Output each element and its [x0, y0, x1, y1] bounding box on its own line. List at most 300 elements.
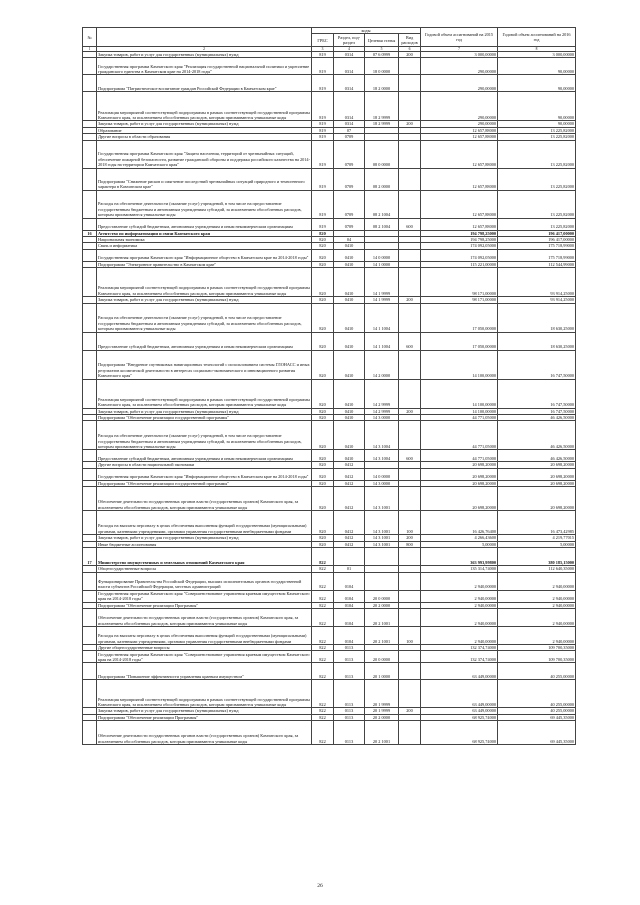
- table-row: [83, 58, 576, 75]
- row-amount-2015: 363 993,99800: [421, 548, 498, 566]
- row-name: Подпрограмма "Внедрение спутниковых навигационных технологий с использованием системы ГЛОНАСС и иных результатов космической деятельности в интересах социально-экономического и инновационного развития Камчатского края": [97, 350, 312, 379]
- row-amount-2015: 4 266,43600: [421, 535, 498, 541]
- row-name: Подпрограмма "Снижение рисков и смягчение последствий чрезвычайных ситуаций природного и техногенного характера в Камчатском крае": [97, 168, 312, 190]
- row-name: Закупка товаров, работ и услуг для государственных (муниципальных) нужд: [97, 535, 312, 541]
- table-row: [83, 140, 576, 168]
- row-amount-2015: 5,00000: [421, 541, 498, 547]
- row-amount-2016: 20 698,20000: [498, 480, 576, 486]
- row-amount-2015: 68 925,74000: [421, 714, 498, 720]
- row-target-article: 14 3 1004: [365, 421, 399, 450]
- row-expense-type: 200: [399, 535, 421, 541]
- row-number: [83, 140, 97, 168]
- row-grbs: 820: [312, 408, 334, 414]
- row-razdel: 0104: [334, 590, 365, 602]
- row-amount-2016: 13 225,82000: [498, 134, 576, 140]
- table-row: [83, 548, 576, 566]
- row-razdel: 0412: [334, 541, 365, 547]
- row-razdel: 01: [334, 566, 365, 572]
- row-grbs: 820: [312, 332, 334, 350]
- row-expense-type: 200: [399, 121, 421, 127]
- row-target-article: 20 2 0000: [365, 714, 399, 720]
- row-amount-2015: 290,00000: [421, 92, 498, 121]
- row-amount-2016: 20 698,20000: [498, 462, 576, 468]
- row-expense-type: [399, 379, 421, 408]
- row-amount-2015: 20 698,20000: [421, 480, 498, 486]
- row-grbs: 819: [312, 52, 334, 58]
- row-expense-type: [399, 468, 421, 480]
- row-name: Иные бюджетные ассигнования: [97, 541, 312, 547]
- row-name: Агентство по информатизации и связи Камчатского края: [97, 230, 312, 236]
- row-grbs: 822: [312, 626, 334, 644]
- row-expense-type: [399, 572, 421, 590]
- row-number: [83, 58, 97, 75]
- row-target-article: 18 2 9999: [365, 92, 399, 121]
- row-amount-2016: 112 544,99000: [498, 261, 576, 267]
- row-razdel: 0410: [334, 421, 365, 450]
- row-amount-2015: 12 657,88000: [421, 134, 498, 140]
- row-target-article: 08 2 1004: [365, 190, 399, 218]
- row-amount-2015: 290,00000: [421, 75, 498, 92]
- row-number: [83, 190, 97, 218]
- row-grbs: 822: [312, 721, 334, 745]
- row-razdel: 0410: [334, 249, 365, 261]
- row-target-article: 20 1 9999: [365, 708, 399, 714]
- row-number: [83, 721, 97, 745]
- row-amount-2016: 112 640,35000: [498, 566, 576, 572]
- row-expense-type: 200: [399, 297, 421, 303]
- row-grbs: 819: [312, 92, 334, 121]
- row-razdel: 0410: [334, 450, 365, 462]
- row-razdel: 0113: [334, 721, 365, 745]
- header-year-2016: Годовой объем ассигнований на 2016 год: [498, 28, 576, 47]
- row-amount-2015: 16 426,76400: [421, 511, 498, 535]
- row-grbs: 822: [312, 590, 334, 602]
- row-razdel: 0314: [334, 52, 365, 58]
- row-name: Подпрограмма "Патриотическое воспитание граждан Российской Федерации в Камчатском крае": [97, 75, 312, 92]
- row-target-article: 18 2 9999: [365, 121, 399, 127]
- row-razdel: 0113: [334, 714, 365, 720]
- table-row: [83, 721, 576, 745]
- row-target-article: 20 1 9999: [365, 680, 399, 708]
- header-grbs: ГРБС: [312, 34, 334, 47]
- row-amount-2015: 63 449,00000: [421, 663, 498, 680]
- row-grbs: 820: [312, 243, 334, 249]
- row-razdel: [334, 548, 365, 566]
- row-grbs: 820: [312, 297, 334, 303]
- index-cell: 7: [421, 47, 498, 52]
- row-amount-2016: 4 219,77015: [498, 535, 576, 541]
- row-razdel: 0104: [334, 602, 365, 608]
- row-name: Расходы на выплаты персоналу в целях обеспечения выполнения функций государственными (муниципальными) органами, казенными учреждениями, органами управления государственными внебюджетными фондами: [97, 626, 312, 644]
- row-amount-2015: 12 657,88000: [421, 190, 498, 218]
- row-amount-2016: 380 185,15000: [498, 548, 576, 566]
- table-row: [83, 268, 576, 297]
- row-razdel: 0410: [334, 243, 365, 249]
- table-row: [83, 626, 576, 644]
- row-amount-2015: 194 798,25000: [421, 230, 498, 236]
- table-row: [83, 168, 576, 190]
- row-grbs: 819: [312, 58, 334, 75]
- row-razdel: 0410: [334, 408, 365, 414]
- row-amount-2016: 40 255,00000: [498, 680, 576, 708]
- budget-table-sheet: [82, 27, 575, 745]
- row-target-article: 08 2 0000: [365, 168, 399, 190]
- row-amount-2015: 174 092,05000: [421, 249, 498, 261]
- row-amount-2015: 14 100,00000: [421, 350, 498, 379]
- row-grbs: 819: [312, 75, 334, 92]
- row-amount-2015: 20 698,20000: [421, 468, 498, 480]
- row-grbs: 820: [312, 487, 334, 511]
- row-name: Реализация мероприятий соответствующей подпрограммы в рамках соответствующей государственной программы Камчатского края, за исключением обособленных расходов, которым присваиваются уникальные коды: [97, 92, 312, 121]
- row-name: Предоставление субсидий бюджетным, автономным учреждениям и иным некоммерческим организациям: [97, 332, 312, 350]
- row-razdel: 0113: [334, 644, 365, 650]
- row-razdel: 0314: [334, 58, 365, 75]
- row-target-article: 14 1 9999: [365, 268, 399, 297]
- row-expense-type: [399, 548, 421, 566]
- row-grbs: 820: [312, 535, 334, 541]
- row-name: Расходы на выплаты персоналу в целях обеспечения выполнения функций государственными (муниципальными) органами, казенными учреждениями, органами управления государственными внебюджетными фондами: [97, 511, 312, 535]
- row-target-article: 14 0 0000: [365, 249, 399, 261]
- row-expense-type: 600: [399, 332, 421, 350]
- row-amount-2015: 115 221,00000: [421, 261, 498, 267]
- row-name: Государственная программа Камчатского края "Защита населения, территорий от чрезвычайных ситуаций, обеспечение пожарной безопасности, развитие гражданской обороны и поддержка российского казачества на 2014-2018 годы на территории Камчатского края": [97, 140, 312, 168]
- table-row: [83, 511, 576, 535]
- row-number: [83, 168, 97, 190]
- row-amount-2015: 290,00000: [421, 58, 498, 75]
- table-row: [83, 468, 576, 480]
- row-amount-2016: 69 445,35000: [498, 721, 576, 745]
- row-number: [83, 379, 97, 408]
- row-grbs: 819: [312, 218, 334, 230]
- row-razdel: 0113: [334, 663, 365, 680]
- row-amount-2016: 13 225,82000: [498, 218, 576, 230]
- row-grbs: 819: [312, 168, 334, 190]
- header-year-2015: Годовой объем ассигнований на 2015 год: [421, 28, 498, 47]
- row-name: Закупка товаров, работ и услуг для государственных (муниципальных) нужд: [97, 121, 312, 127]
- row-target-article: 14 1 1004: [365, 303, 399, 332]
- row-amount-2015: 3 000,00000: [421, 52, 498, 58]
- row-name: Государственная программа Камчатского края "Совершенствование управления краевым имуществом Камчатского края на 2014-2018 годы": [98, 590, 310, 602]
- row-target-article: 14 3 1004: [365, 450, 399, 462]
- index-cell: 3: [312, 47, 334, 52]
- index-cell: 2: [97, 47, 312, 52]
- row-razdel: 0410: [334, 268, 365, 297]
- row-number: [83, 421, 97, 450]
- row-number: [83, 350, 97, 379]
- row-amount-2016: 2 940,00000: [498, 572, 576, 590]
- row-target-article: 08 0 0000: [365, 140, 399, 168]
- row-amount-2015: 17 050,00000: [421, 303, 498, 332]
- row-grbs: 820: [312, 303, 334, 332]
- row-grbs: 820: [312, 421, 334, 450]
- row-expense-type: [399, 421, 421, 450]
- row-amount-2016: 3 000,00000: [498, 52, 576, 58]
- row-number: 17: [83, 548, 97, 566]
- row-name: Общегосударственные вопросы: [97, 566, 312, 572]
- row-amount-2015: 63 449,00000: [421, 708, 498, 714]
- row-target-article: [365, 548, 399, 566]
- row-amount-2015: 20 698,20000: [421, 462, 498, 468]
- row-expense-type: 200: [399, 408, 421, 414]
- row-expense-type: [399, 303, 421, 332]
- row-amount-2016: 46 426,50000: [498, 415, 576, 421]
- row-number: [83, 651, 97, 663]
- row-amount-2016: 90,00000: [498, 92, 576, 121]
- row-expense-type: 600: [399, 218, 421, 230]
- row-name: Закупка товаров, работ и услуг для государственных (муниципальных) нужд: [97, 708, 312, 714]
- row-amount-2015: 12 657,88000: [421, 168, 498, 190]
- table-row: [83, 663, 576, 680]
- row-amount-2016: 109 700,35000: [498, 651, 576, 663]
- row-amount-2016: 46 426,50000: [498, 421, 576, 450]
- row-amount-2016: 20 698,20000: [498, 468, 576, 480]
- row-amount-2015: 2 940,00000: [421, 602, 498, 608]
- row-expense-type: [399, 680, 421, 708]
- row-amount-2016: 13 225,82000: [498, 190, 576, 218]
- row-amount-2016: 90,00000: [498, 75, 576, 92]
- row-razdel: 0410: [334, 379, 365, 408]
- table-row: [83, 190, 576, 218]
- row-grbs: 822: [312, 548, 334, 566]
- index-cell: 8: [498, 47, 576, 52]
- row-amount-2015: 98 171,00000: [421, 268, 498, 297]
- row-grbs: 819: [312, 140, 334, 168]
- row-razdel: 0412: [334, 487, 365, 511]
- row-grbs: 820: [312, 541, 334, 547]
- row-amount-2015: 135 314,74000: [421, 566, 498, 572]
- row-name: Реализация мероприятий соответствующей подпрограммы в рамках соответствующей государственной программы Камчатского края, за исключением обособленных расходов, которым присваиваются уникальные коды: [97, 379, 312, 408]
- row-grbs: 820: [312, 468, 334, 480]
- row-razdel: 0709: [334, 190, 365, 218]
- row-grbs: 820: [312, 230, 334, 236]
- header-codes: коды: [312, 28, 421, 34]
- table-row: [83, 379, 576, 408]
- row-target-article: 08 2 1004: [365, 218, 399, 230]
- row-name: Реализация мероприятий соответствующей подпрограммы в рамках соответствующей государственной программы Камчатского края, за исключением обособленных расходов, которым присваиваются уникальные коды: [97, 680, 312, 708]
- row-razdel: 0709: [334, 140, 365, 168]
- row-name: Предоставление субсидий бюджетным, автономным учреждениям и иным некоммерческим организациям: [97, 450, 312, 462]
- row-amount-2015: 2 940,00000: [421, 608, 498, 626]
- row-grbs: 822: [312, 572, 334, 590]
- row-amount-2016: 175 718,99000: [498, 243, 576, 249]
- header-razdel: Раздел, под-раздел: [334, 34, 365, 47]
- row-amount-2015: 132 374,74000: [421, 644, 498, 650]
- row-razdel: 04: [334, 237, 365, 243]
- row-number: [83, 608, 97, 626]
- row-target-article: 14 1 9999: [365, 297, 399, 303]
- header-num: №: [83, 28, 97, 47]
- row-expense-type: 200: [399, 708, 421, 714]
- row-razdel: 0709: [334, 134, 365, 140]
- index-cell: 4: [334, 47, 365, 52]
- row-target-article: 07 6 0999: [365, 52, 399, 58]
- row-expense-type: 100: [399, 626, 421, 644]
- row-amount-2015: 20 698,20000: [421, 487, 498, 511]
- row-name: Расходы на обеспечение деятельности (оказание услуг) учреждений, в том числе на предоставление государственным бюджетным и автономным учреждениям субсидий, за исключением обособленных расходов, которым присваиваются уникальные коды: [97, 190, 312, 218]
- table-row: [83, 608, 576, 626]
- row-number: 16: [83, 230, 97, 236]
- row-name: Государственная программа Камчатского края "Реализация государственной национальной политики и укрепление гражданского единства в Камчатском крае на 2014-2018 годы": [97, 58, 312, 75]
- row-grbs: 822: [312, 714, 334, 720]
- row-razdel: 0709: [334, 218, 365, 230]
- row-grbs: 820: [312, 511, 334, 535]
- table-row: [83, 92, 576, 121]
- row-grbs: 820: [312, 415, 334, 421]
- row-name: Государственная программа Камчатского края "Совершенствование управления краевым имуществом Камчатского края на 2014-2018 годы": [98, 651, 310, 662]
- row-expense-type: [399, 350, 421, 379]
- row-grbs: 820: [312, 379, 334, 408]
- row-number: [83, 572, 97, 590]
- index-cell: 6: [399, 47, 421, 52]
- row-name: Государственная программа Камчатского края "Информационное общество в Камчатском крае на 2014-2018 годы": [97, 249, 312, 261]
- row-name: Обеспечение деятельности государственных органов власти (государственных органов) Камчатского края, за исключением обособленных расходов, которым присваиваются уникальные коды: [97, 487, 312, 511]
- row-amount-2016: 196 417,00000: [498, 237, 576, 243]
- row-razdel: 0314: [334, 92, 365, 121]
- row-grbs: 820: [312, 480, 334, 486]
- row-target-article: 14 3 1001: [365, 541, 399, 547]
- row-amount-2016: 16 747,50000: [498, 379, 576, 408]
- row-grbs: 820: [312, 268, 334, 297]
- row-razdel: 0113: [334, 680, 365, 708]
- row-number: [83, 680, 97, 708]
- row-amount-2016: 13 225,82000: [498, 140, 576, 168]
- table-row: [83, 421, 576, 450]
- table-row: [83, 75, 576, 92]
- row-target-article: 14 2 0000: [365, 350, 399, 379]
- budget-table: [82, 27, 576, 745]
- row-razdel: 0104: [334, 608, 365, 626]
- row-number: [83, 511, 97, 535]
- row-number: [83, 590, 97, 602]
- row-amount-2015: 98 171,00000: [421, 297, 498, 303]
- row-razdel: 0104: [334, 572, 365, 590]
- row-target-article: 14 1 1004: [365, 332, 399, 350]
- row-amount-2016: 16 747,50000: [498, 408, 576, 414]
- row-expense-type: 200: [399, 52, 421, 58]
- row-number: [83, 487, 97, 511]
- row-grbs: 822: [312, 663, 334, 680]
- row-amount-2015: 132 374,74000: [421, 651, 498, 663]
- row-amount-2016: 90,00000: [498, 121, 576, 127]
- row-grbs: 820: [312, 450, 334, 462]
- row-number: [83, 663, 97, 680]
- row-amount-2016: 13 225,82000: [498, 127, 576, 133]
- row-number: [83, 92, 97, 121]
- table-row: [83, 303, 576, 332]
- row-target-article: 14 2 9999: [365, 408, 399, 414]
- row-amount-2016: 16 473,42985: [498, 511, 576, 535]
- row-amount-2016: 69 445,35000: [498, 714, 576, 720]
- row-name: Образование: [97, 127, 312, 133]
- row-name: Подпрограмма "Обеспечение реализации Программы": [97, 602, 312, 608]
- row-razdel: 0410: [334, 303, 365, 332]
- row-expense-type: [399, 663, 421, 680]
- row-amount-2016: 20 698,20000: [498, 487, 576, 511]
- row-name: Обеспечение деятельности государственных органов власти (государственных органов) Камчатского края, за исключением обособленных расходов, которым присваиваются уникальные коды: [97, 721, 312, 745]
- row-number: [83, 249, 97, 261]
- row-target-article: 20 2 1001: [365, 721, 399, 745]
- row-name: Предоставление субсидий бюджетным, автономным учреждениям и иным некоммерческим организациям: [97, 218, 312, 230]
- row-name: Национальная экономика: [97, 237, 312, 243]
- row-expense-type: [399, 75, 421, 92]
- row-amount-2016: 109 700,35000: [498, 644, 576, 650]
- row-name: Расходы на обеспечение деятельности (оказание услуг) учреждений, в том числе на предоставление государственным бюджетным и автономным учреждениям субсидий, за исключением обособленных расходов, которым присваиваются уникальные коды: [97, 421, 312, 450]
- row-target-article: 20 2 1001: [365, 608, 399, 626]
- row-grbs: 819: [312, 190, 334, 218]
- row-amount-2016: 90,00000: [498, 58, 576, 75]
- row-name: Другие общегосударственные вопросы: [97, 644, 312, 650]
- row-number: [83, 626, 97, 644]
- row-expense-type: [399, 249, 421, 261]
- row-amount-2016: 2 940,00000: [498, 602, 576, 608]
- row-name: Другие вопросы в области национальной экономики: [97, 462, 312, 468]
- header-name: [97, 28, 312, 47]
- row-target-article: 20 0 0000: [365, 590, 399, 602]
- row-amount-2015: 194 798,25000: [421, 237, 498, 243]
- row-amount-2015: 12 657,88000: [421, 140, 498, 168]
- row-amount-2016: 40 255,00000: [498, 663, 576, 680]
- table-header: [83, 28, 576, 52]
- row-razdel: 0113: [334, 708, 365, 714]
- row-razdel: 0113: [334, 651, 365, 663]
- table-row: [83, 651, 576, 663]
- row-target-article: 20 2 0000: [365, 602, 399, 608]
- row-grbs: 822: [312, 608, 334, 626]
- row-number: [83, 332, 97, 350]
- table-row: [83, 680, 576, 708]
- row-grbs: 819: [312, 134, 334, 140]
- row-amount-2015: 2 940,00000: [421, 626, 498, 644]
- row-razdel: 0412: [334, 462, 365, 468]
- row-razdel: 0410: [334, 332, 365, 350]
- row-name: Закупка товаров, работ и услуг для государственных (муниципальных) нужд: [97, 297, 312, 303]
- row-amount-2016: 2 940,00000: [498, 590, 576, 602]
- row-razdel: 0709: [334, 168, 365, 190]
- row-grbs: 822: [312, 566, 334, 572]
- row-grbs: 822: [312, 651, 334, 663]
- header-target-article: Целевая статья: [365, 34, 399, 47]
- row-target-article: 14 3 1001: [365, 511, 399, 535]
- row-name: Обеспечение деятельности государственных органов власти (государственных органов) Камчатского края, за исключением обособленных расходов, которым присваиваются уникальные коды: [97, 608, 312, 626]
- index-cell: 1: [83, 47, 97, 52]
- row-target-article: 14 3 1001: [365, 535, 399, 541]
- row-razdel: 07: [334, 127, 365, 133]
- row-expense-type: [399, 190, 421, 218]
- row-expense-type: [399, 487, 421, 511]
- row-amount-2015: 14 100,00000: [421, 379, 498, 408]
- row-name: Подпрограмма "Обеспечение реализации государственной программы": [97, 415, 312, 421]
- row-amount-2015: 2 940,00000: [421, 590, 498, 602]
- row-amount-2016: 5,00000: [498, 541, 576, 547]
- row-razdel: 0412: [334, 480, 365, 486]
- row-number: [83, 268, 97, 297]
- row-target-article: 14 2 9999: [365, 379, 399, 408]
- table-row: [83, 218, 576, 230]
- row-number: [83, 468, 97, 480]
- row-grbs: 820: [312, 237, 334, 243]
- row-name: Подпрограмма "Повышение эффективности управления краевым имуществом": [97, 663, 312, 680]
- row-amount-2015: 63 449,00000: [421, 680, 498, 708]
- row-name: Подпрограмма "Электронное правительство в Камчатском крае": [97, 261, 312, 267]
- index-cell: 5: [365, 47, 399, 52]
- row-razdel: 0410: [334, 415, 365, 421]
- row-number: [83, 303, 97, 332]
- row-name: Другие вопросы в области образования: [97, 134, 312, 140]
- row-razdel: 0410: [334, 297, 365, 303]
- row-expense-type: [399, 608, 421, 626]
- row-amount-2016: 175 718,99000: [498, 249, 576, 261]
- table-row: [83, 572, 576, 590]
